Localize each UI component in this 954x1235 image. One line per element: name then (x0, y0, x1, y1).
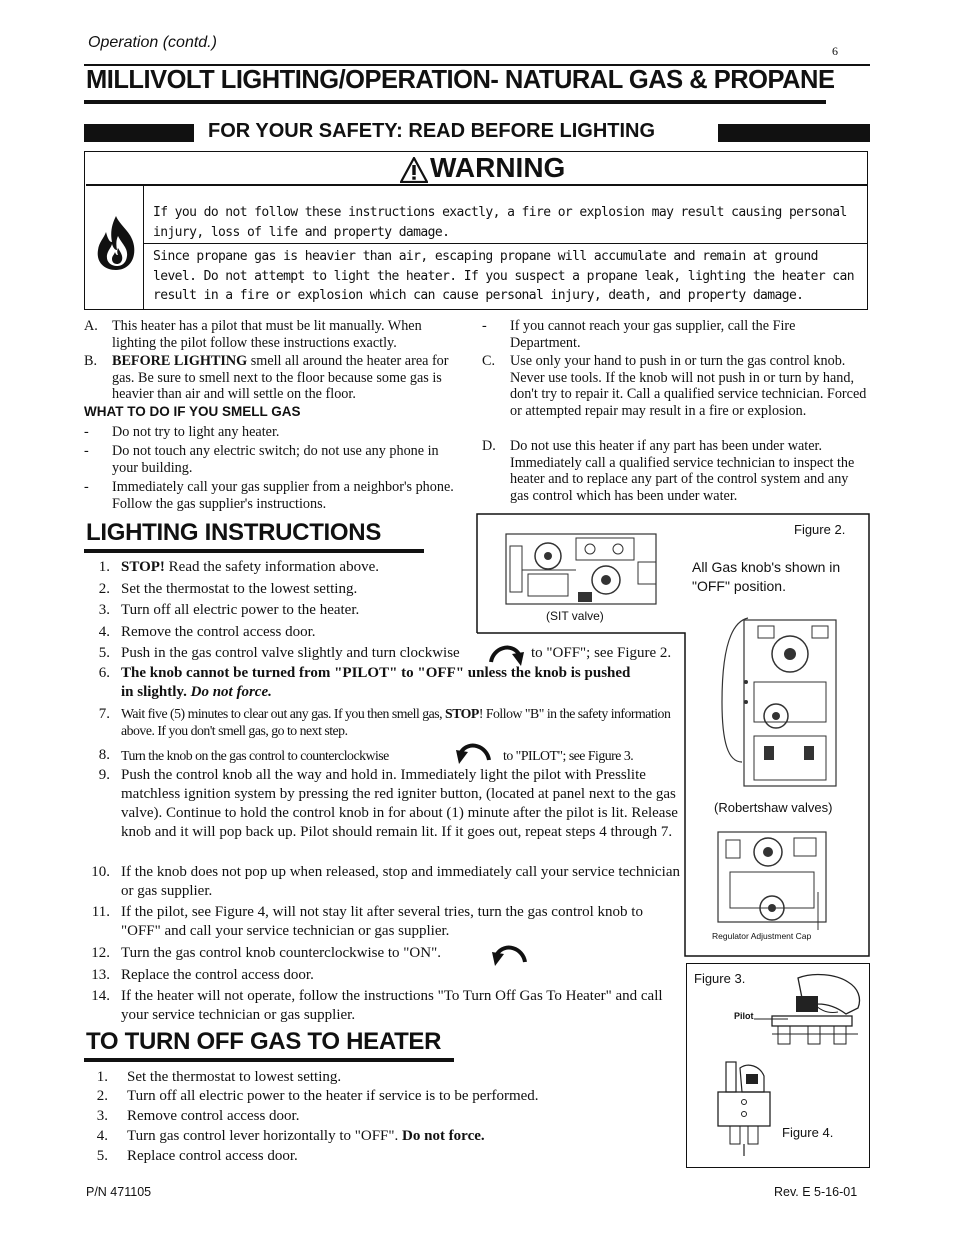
page-number: 6 (832, 44, 838, 58)
lighting-step: 10. If the knob does not pop up when released, stop and immediately call your service technician or gas supplier. (91, 864, 680, 899)
warning-paragraph-1: If you do not follow these instructions exactly, a fire or explosion may result causing personal injury, loss of life and property damage. (153, 205, 847, 240)
safety-bar-right (718, 124, 870, 142)
regulator-caption: Regulator Adjustment Cap (712, 931, 812, 941)
footer-part-number: P/N 471105 (86, 1185, 152, 1199)
figure-2-note: All Gas knob's shown in "OFF" position. (692, 559, 841, 594)
robertshaw-valve-drawing (718, 612, 842, 790)
turnoff-step: 3. Remove control access door. (96, 1108, 300, 1124)
regulator-valve-drawing (706, 822, 836, 932)
figure-2-label: Figure 2. (794, 522, 846, 537)
figure-4-label: Figure 4. (782, 1125, 834, 1140)
smell-item: - Do not try to light any heater. (84, 424, 280, 440)
warning-paragraph-2: Since propane gas is heavier than air, escaping propane will accumulate and remain at ground level. Do not attempt to light the heater. If you suspect a propane leak, lighting the heater can result in a fire or explosion which can cause personal injury, death, and property damage. (153, 249, 854, 303)
lighting-step: 4. Remove the control access door. (98, 624, 316, 640)
flame-icon (94, 214, 140, 272)
prelim-item-c: C. Use only your hand to push in or turn the gas control knob. Never use tools. If the knob will not push in or turn by hand, don't try to repair it. Call a qualified service technician. Forced or attempted repair may result in a fire or explosion. (482, 353, 870, 437)
smell-item: - If you cannot reach your gas supplier, call the Fire Department. (482, 318, 796, 351)
lighting-step: 9. Push the control knob all the way and hold in. Immediately light the pilot with Presslite matchless ignition system by pressing the red igniter button, (located at panel next to the gas valve). Continue to hold the control knob in for about (1) minute after the pilot is lit. Release knob and it will pop back up. Pilot should remain lit. If it goes out, repeat steps 4 through 7. (98, 767, 678, 840)
lighting-heading-rule (84, 549, 424, 553)
pilot-leader-line (754, 1016, 788, 1022)
turnoff-step: 2. Turn off all electric power to the heater if service is to be performed. (96, 1088, 539, 1104)
warning-heading (400, 152, 565, 184)
prelim-d-text: Do not use this heater if any part has been under water. Immediately call a qualified service technician to inspect the heater and to replace any part of the control system and any gas control which has been under water. (510, 438, 855, 504)
pilot-label: Pilot (734, 1011, 754, 1021)
sit-valve-drawing (498, 526, 668, 608)
section-label: Operation (contd.) (88, 34, 217, 51)
turnoff-heading-rule (84, 1058, 454, 1062)
turnoff-step: 5. Replace control access door. (96, 1148, 298, 1164)
lighting-heading: LIGHTING INSTRUCTIONS (86, 519, 382, 546)
robertshaw-caption: (Robertshaw valves) (714, 800, 833, 815)
lighting-step: 1. STOP! Read the safety information above. (98, 559, 380, 575)
lighting-step: 11. If the pilot, see Figure 4, will not stay lit after several tries, turn the gas control knob to "OFF" and call your service technician or gas supplier. (91, 904, 643, 939)
prelim-item-d: D. Do not use this heater if any part has been under water. Immediately call a qualified service technician to inspect the heater and to replace any part of the control system and any gas control which has been under water. (482, 438, 870, 506)
pilot-assembly-drawing (712, 1058, 778, 1158)
smell-gas-heading: WHAT TO DO IF YOU SMELL GAS (84, 404, 301, 419)
lighting-step: 7. Wait five (5) minutes to clear out any gas. If you then smell gas, STOP! Follow "B" in the safety information above. If you don't smell gas, go to next step. (98, 706, 671, 738)
lighting-step: 13. Replace the control access door. (91, 967, 314, 983)
turnoff-step: 1. Set the thermostat to lowest setting. (96, 1069, 342, 1085)
prelim-item-a (84, 318, 466, 352)
safety-title: FOR YOUR SAFETY: READ BEFORE LIGHTING (208, 120, 656, 142)
turnoff-step: 4. Turn gas control lever horizontally to "OFF". Do not force. (96, 1128, 485, 1144)
main-title: MILLIVOLT LIGHTING/OPERATION- NATURAL GAS & PROPANE (86, 66, 835, 94)
warning-divider (143, 185, 144, 310)
prelim-b-label: B. (84, 353, 98, 369)
footer-revision: Rev. E 5-16-01 (774, 1185, 858, 1199)
turnoff-heading: TO TURN OFF GAS TO HEATER (86, 1028, 442, 1055)
prelim-item-b (84, 353, 466, 403)
smell-item: - Immediately call your gas supplier from a neighbor's phone. Follow the gas supplier's instructions. (84, 479, 454, 512)
figure-3-label: Figure 3. (694, 971, 746, 986)
warning-heading-rule (86, 184, 868, 186)
warning-label: WARNING (430, 152, 566, 183)
prelim-a-label: A. (84, 318, 98, 334)
warning-inner-rule (144, 243, 868, 244)
lighting-step: 14. If the heater will not operate, follow the instructions "To Turn Off Gas To Heater" and call your service technician or gas supplier. (91, 988, 663, 1023)
safety-bar-left (84, 124, 194, 142)
smell-item: - Do not touch any electric switch; do not use any phone in your building. (84, 443, 439, 476)
lighting-step: 2. Set the thermostat to the lowest setting. (98, 581, 358, 597)
warning-triangle-icon (400, 157, 428, 183)
lighting-step: 5. Push in the gas control valve slightly and turn clockwise to "OFF"; see Figure 2. (86, 644, 686, 664)
sit-caption: (SIT valve) (546, 609, 604, 623)
prelim-b-bold: BEFORE LIGHTING (112, 353, 248, 369)
pilot-hand-drawing (758, 968, 866, 1054)
lighting-step: 12. Turn the gas control knob counterclockwise to "ON". (86, 944, 686, 964)
prelim-c-text: Use only your hand to push in or turn the gas control knob. Never use tools. If the knob will not push in or turn by hand, don't try to repair it. Call a qualified service technician. Forced or attempted repair may result in a fire or explosion. (510, 353, 867, 419)
prelim-b-text: smell all around the heater area for gas. Be sure to smell next to the floor because some gas is heavier than air and will settle on the floor. (112, 353, 449, 402)
prelim-a-text: This heater has a pilot that must be lit manually. When lighting the pilot follow these instructions exactly. (112, 318, 422, 351)
lighting-step: 8. Turn the knob on the gas control to counterclockwise to "PILOT"; see Figure 3. (86, 746, 686, 766)
lighting-step: 6. The knob cannot be turned from "PILOT" to "OFF" unless the knob is pushed in slightly. Do not force. (98, 665, 631, 700)
main-title-rule (84, 100, 826, 104)
lighting-step: 3. Turn off all electric power to the heater. (98, 602, 360, 618)
